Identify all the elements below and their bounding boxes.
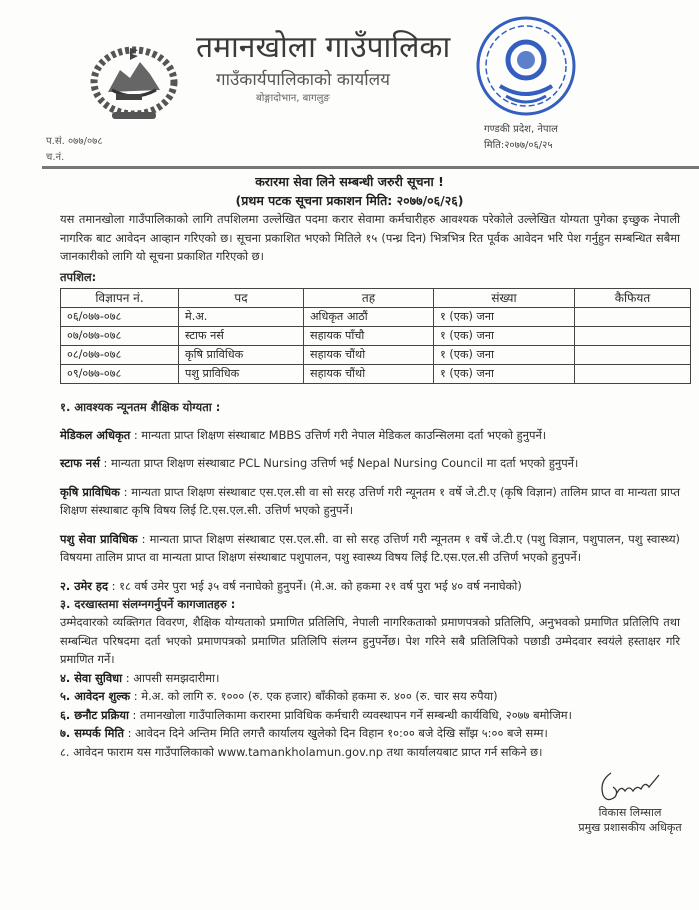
intro-paragraph: यस तमानखोला गाउँपालिकाको लागि तपशिलमा उल्लेखित पदमा करार सेवामा कर्मचारीहरु आवश्यक परेकोले उल्लेखित योग्यता पुगेका इच्छुक नेपाली नागरिक बाट आवेदन आव्हान गरिएको छ। सूचना प्रकाशित भएको मितिले १५ (पन्ध्र दिन) भित्रभित्र रित पूर्वक आवेदन भरि पेश गर्नुहुन सम्बन्धित सबैमा जानकारीको लागि यो सूचना प्रकाशित गरिएको छ। [60,212,680,263]
office-stamp-icon [474,14,578,118]
column-header-count: संख्या [434,288,575,307]
cell-post: कृषि प्राविधिक [179,345,304,364]
cell-post: पशु प्राविधिक [179,364,304,383]
qualification-label: स्टाफ नर्स [60,456,100,470]
cell-ad-no: ०९/०७७-०७८ [61,364,179,383]
office-address: बोङ्गादोभान, बागलुङ [256,93,330,104]
section-label: ७. सम्पर्क मिति [60,726,124,740]
section-label: ४. सेवा सुविधा [60,670,123,685]
table-row [61,345,691,364]
cell-count: १ (एक) जना [434,307,575,326]
cell-count: १ (एक) जना [434,345,575,364]
cell-post: मे.अ. [179,307,304,326]
signature-icon [597,767,663,805]
cell-ad-no: ०६/०७७-०७८ [61,307,179,326]
section-label: ५. आवेदन शुल्क [60,689,131,703]
section-documents-text: उम्मेदवारको व्यक्तिगत विवरण, शैक्षिक योग्यताको प्रमाणित प्रतिलिपि, नेपाली नागरिकताको प्रमाणपत्रको प्रतिलिपि, अनुभवको प्रमाणित प्रतिलिपि तथा सम्बन्धित परिषदमा दर्ता भएको प्रमाणपत्रको प्रमाणित प्रतिलिपि संलग्न हुनुपर्नेछ। पेश गरिने सबै प्रतिलिपिको पछाडी उम्मेदवार स्वयंले हस्ताक्षर गरि प्रमाणित गर्ने। [60,615,680,666]
section-text: : तमानखोला गाउँपालिकामा करारमा प्राविधिक कर्मचारी व्यवस्थापन गर्ने सम्बन्धी कार्यविधि, २०७७ बमोजिम। [128,707,572,722]
vacancy-table [60,288,691,384]
cell-level: सहायक चौंथो [304,345,434,364]
cell-count: १ (एक) जना [434,326,575,345]
section-facilities [60,669,680,688]
section-application-fee [60,687,680,706]
qualification-label: मेडिकल अधिकृत [60,427,131,442]
table-row [61,364,691,383]
section-text: : १८ वर्ष उमेर पुरा भई ३५ वर्ष ननाघेको हुनुपर्ने। (मे.अ. को हकमा २१ वर्ष पुरा भई ४० वर्ष ननाघेको) [108,578,522,593]
column-header-remarks: कैफियत [575,288,691,307]
cell-remarks [575,326,691,345]
letter-numbers [46,134,103,166]
qualification-vet-technician [60,530,680,567]
qualification-text: : मान्यता प्राप्त शिक्षण संस्थाबाट PCL Nursing उत्तिर्ण भई Nepal Nursing Council मा दर्ता भएको हुनुपर्ने। [99,456,579,470]
signature-block [560,767,699,843]
section-application-form: ८. आवेदन फाराम यस गाउँपालिकाको www.tamankholamun.gov.np तथा कार्यालयबाट प्राप्त गर्न सकिने छ। [60,744,543,759]
section-documents-title: ३. दरखास्तमा संलग्नगर्नुपर्ने कागजातहरु : [60,597,236,611]
section-age-limit [60,577,680,596]
cell-level: सहायक चौंथो [304,364,434,383]
letterhead [0,0,699,168]
section-contact-date [60,724,680,743]
cell-level: सहायक पाँचौ [304,326,434,345]
section-label: ६. छनौट प्रक्रिया [60,707,129,722]
section-text: : मे.अ. को लागि रु. १००० (रु. एक हजार) बाँकीको हकमा रु. ४०० (रु. चार सय रुपैया) [130,689,498,703]
section-text: : आपसी समझदारीमा। [122,670,220,685]
qualification-label: पशु सेवा प्राविधिक [60,531,138,546]
table-header-row [61,288,691,307]
notice-subtitle: (प्रथम पटक सूचना प्रकाशन मिति: २०७७/०६/२६) [235,193,464,208]
section-text: : आवेदन दिने अन्तिम मिति लगत्तै कार्यालय खुलेको दिन विहान १०:०० बजे देखि साँझ ५:०० बजे सम्म। [123,726,548,740]
section-selection-process [60,706,680,725]
nepal-government-emblem-icon [86,40,182,124]
qualification-medical-officer [60,426,680,445]
cell-remarks [575,364,691,383]
signatory-title: प्रमुख प्रशासकीय अधिकृत [578,821,682,834]
cell-remarks [575,307,691,326]
column-header-level: तह [304,288,434,307]
qualification-agri-technician [60,483,680,520]
notice-title: करारमा सेवा लिने सम्बन्धी जरुरी सूचना ! [255,174,444,189]
qualification-label: कृषि प्राविधिक [60,484,120,499]
cell-post: स्टाफ नर्स [179,326,304,345]
reference-number: प.सं. ०७७/०७८ [46,136,103,147]
signatory-name: विकास लिम्साल [598,806,662,819]
column-header-post: पद [179,288,304,307]
cell-remarks [575,345,691,364]
qualification-text: : मान्यता प्राप्त शिक्षण संस्थाबाट एस.एल.सी वा सो सरह उत्तिर्ण गरी न्यूनतम १ वर्षे जे.टी.ए (कृषि विज्ञान) तालिम प्राप्त वा मान्यता प्राप्त शिक्षण संस्थाबाट कृषि विषय लिई टि.एस.एल.सी. उत्तिर्ण भएको हुनुपर्ने। [60,484,680,517]
table-row [61,326,691,345]
cell-ad-no: ०८/०७७-०७८ [61,345,179,364]
table-row [61,307,691,326]
letter-date: मिति:२०७७/०६/२५ [484,140,553,151]
office-meta [484,122,558,154]
cell-count: १ (एक) जना [434,364,575,383]
schedule-label: तपशिल: [60,269,97,284]
province-label: गण्डकी प्रदेश, नेपाल [484,124,558,135]
column-header-ad-no: विज्ञापन नं. [61,288,179,307]
office-heading [196,28,466,106]
qualification-text: : मान्यता प्राप्त शिक्षण संस्थाबाट एस.एल.सी. वा सो सरह उत्तिर्ण गरी न्यूनतम १ वर्षे जे.टी.ए (पशु विज्ञान, पशुपालन, पशु स्वास्थ्य) विषयमा तालिम प्राप्त वा मान्यता प्राप्त शिक्षण संस्थाबाट पशुपालन, पशु स्वास्थ्य विषय लिई टि.एस.एल.सी उत्तिर्ण भएको हुनुपर्ने। [60,531,680,564]
office-subtitle: गाउँकार्यपालिकाको कार्यालय [216,70,391,90]
header-divider [42,166,699,169]
section-qualification-title: १. आवश्यक न्यूनतम शैक्षिक योग्यता : [60,399,221,414]
cell-ad-no: ०७/०७७-०७८ [61,326,179,345]
qualification-text: : मान्यता प्राप्त शिक्षण संस्थाबाट MBBS उत्तिर्ण गरी नेपाल मेडिकल काउन्सिलमा दर्ता भएको हुनुपर्ने। [130,427,547,442]
section-label: २. उमेर हद [60,578,108,593]
office-name: तमानखोला गाउँपालिका [196,30,451,65]
notice-body [0,168,699,843]
cell-level: अधिकृत आठौं [304,307,434,326]
dispatch-number: च.नं. [46,152,65,163]
qualification-staff-nurse [60,454,680,473]
